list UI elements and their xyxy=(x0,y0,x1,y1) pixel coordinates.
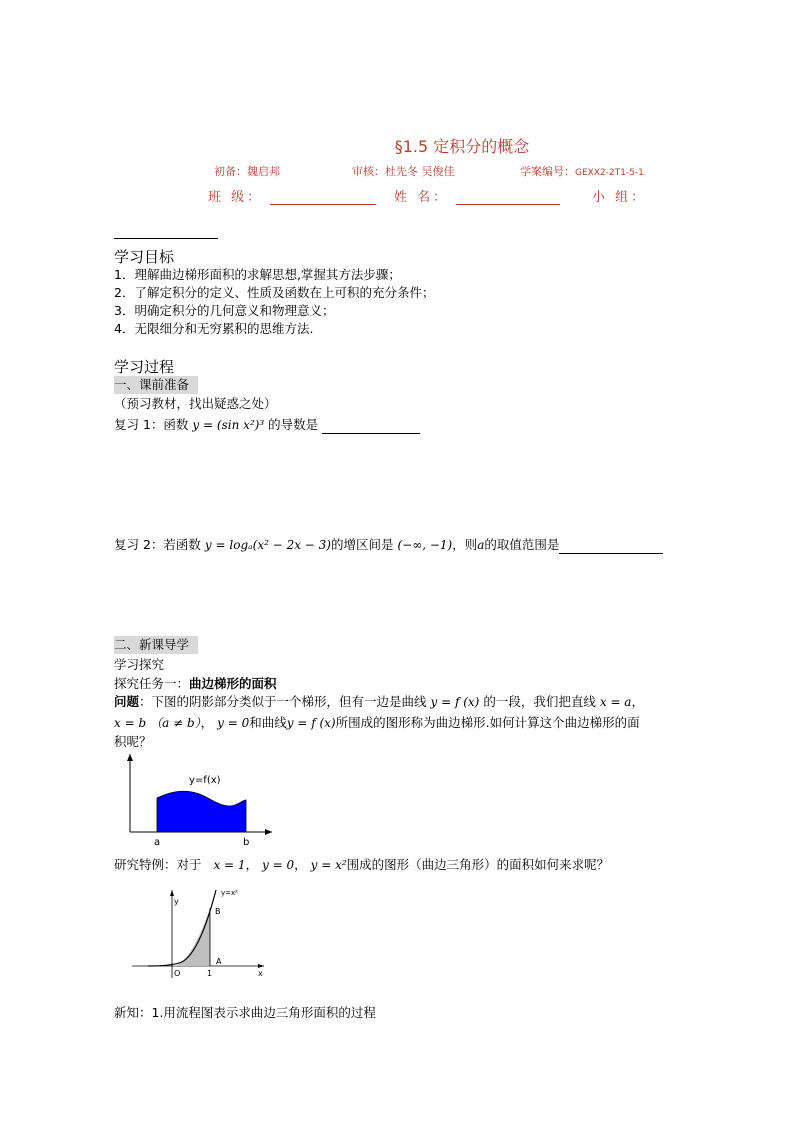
class-label: 班 级： xyxy=(208,190,264,205)
task1 xyxy=(114,675,277,693)
parabola-label: y=x² xyxy=(221,889,238,897)
question-line1 xyxy=(114,693,684,711)
question-text: ：下图的阴影部分类似于一个梯形，但有一边是曲线 xyxy=(139,694,427,709)
code-label: 学案编号： xyxy=(520,165,575,178)
code-value: GEXX2-2T1-5-1 xyxy=(575,168,644,178)
one-label: 1 xyxy=(207,969,213,978)
objectives-heading: 学习目标 xyxy=(114,248,175,266)
review2-suffix: 的取值范围是 xyxy=(484,537,560,552)
section2-heading: 二、新课导学 xyxy=(114,636,198,654)
review2-interval: (−∞, −1) xyxy=(397,538,453,552)
question-line3: 积呢？ xyxy=(114,734,152,749)
figure-curved-triangle xyxy=(128,882,274,982)
section1-heading: 一、课前准备 xyxy=(114,376,198,394)
question-text: 所围成的图形称为曲边梯形.如何计算这个曲边梯形的面 xyxy=(335,715,640,730)
name-label: 姓 名： xyxy=(394,190,450,205)
question-text: ， xyxy=(631,694,644,709)
preview-note: （预习教材，找出疑惑之处） xyxy=(114,396,277,411)
code-field xyxy=(520,163,644,179)
question-y0: y = 0 xyxy=(217,716,250,730)
objective-item: 1．理解曲边梯形面积的求解思想,掌握其方法步骤； xyxy=(114,267,401,282)
review1-prefix: 复习 1：函数 xyxy=(114,417,189,432)
question-line2: x = b （a ≠ b）， y = 0和曲线y = f (x)所围成的图形称为曲边梯形.如何计算这个曲边梯形的面 xyxy=(114,715,640,730)
figure-curved-trapezoid xyxy=(118,750,278,850)
question-xb: x = b xyxy=(114,716,147,730)
task1-label: 探究任务一： xyxy=(114,676,190,691)
divider xyxy=(114,238,218,239)
example-x1: x = 1 xyxy=(213,858,246,872)
example-y0: y = 0 xyxy=(262,858,295,872)
class-field xyxy=(208,186,376,205)
point-b-label: B xyxy=(215,907,221,916)
origin-label: O xyxy=(174,969,181,978)
curve-label: y=f(x) xyxy=(189,775,221,786)
page-title: §1.5 定积分的概念 xyxy=(394,137,530,156)
review2-prefix: 复习 2：若函数 xyxy=(114,537,201,552)
label-a: a xyxy=(154,837,161,848)
explore-heading: 学习探究 xyxy=(114,657,165,672)
group-field xyxy=(592,186,647,205)
review1-suffix: 的导数是 xyxy=(268,417,319,432)
name-field xyxy=(394,186,560,205)
review2-mid: 的增区间是 xyxy=(330,537,394,552)
example-prefix: 研究特例：对于 xyxy=(114,857,202,872)
class-blank[interactable] xyxy=(270,190,376,205)
x-axis-label: x xyxy=(258,969,263,978)
question-fx: y = f (x) xyxy=(430,695,480,709)
review1-formula: y = (sin x²)³ xyxy=(192,418,265,432)
question-fx2: y = f (x) xyxy=(286,716,336,730)
author-label: 初备：魏启邦 xyxy=(214,165,280,178)
y-axis-label: y xyxy=(174,897,179,906)
process-heading: 学习过程 xyxy=(114,358,175,376)
objective-item: 3．明确定积分的几何意义和物理意义； xyxy=(114,303,335,318)
example-yx2: y = x² xyxy=(310,858,347,872)
question-text: 的一段，我们把直线 xyxy=(483,694,596,709)
reviewer-label: 审核：杜先冬 吴俊佳 xyxy=(352,165,455,178)
review2-var: a xyxy=(477,538,485,552)
objective-item: 4．无限细分和无穷累积的思维方法. xyxy=(114,321,314,336)
question-text: 和曲线 xyxy=(249,715,287,730)
review2-formula: y = logₐ(x² − 2x − 3) xyxy=(204,538,331,552)
review2 xyxy=(114,536,663,554)
group-label: 小 组： xyxy=(592,190,648,205)
objective-item: 2．了解定积分的定义、性质及函数在上可积的充分条件； xyxy=(114,285,435,300)
question-anb: （a ≠ b） xyxy=(150,716,201,730)
question-label: 问题 xyxy=(114,694,140,709)
label-b: b xyxy=(243,837,250,848)
question-xa: x = a xyxy=(599,695,632,709)
example-line: 研究特例：对于 x = 1， y = 0， y = x²围成的图形（曲边三角形）的面积如何来求呢？ xyxy=(114,857,610,872)
task1-title: 曲边梯形的面积 xyxy=(189,676,277,691)
objectives-list xyxy=(114,266,434,338)
curved-trapezoid-shape xyxy=(157,791,246,832)
curved-triangle-shape xyxy=(172,908,210,966)
name-blank[interactable] xyxy=(456,190,560,205)
review1-answer-blank[interactable] xyxy=(322,420,420,434)
example-suffix: 围成的图形（曲边三角形）的面积如何来求呢？ xyxy=(346,857,610,872)
new-knowledge: 新知：1.用流程图表示求曲边三角形面积的过程 xyxy=(114,1005,376,1020)
review2-answer-blank[interactable] xyxy=(559,540,663,554)
review2-mid2: ，则 xyxy=(452,537,478,552)
review1 xyxy=(114,416,420,434)
point-a-label: A xyxy=(216,957,222,966)
